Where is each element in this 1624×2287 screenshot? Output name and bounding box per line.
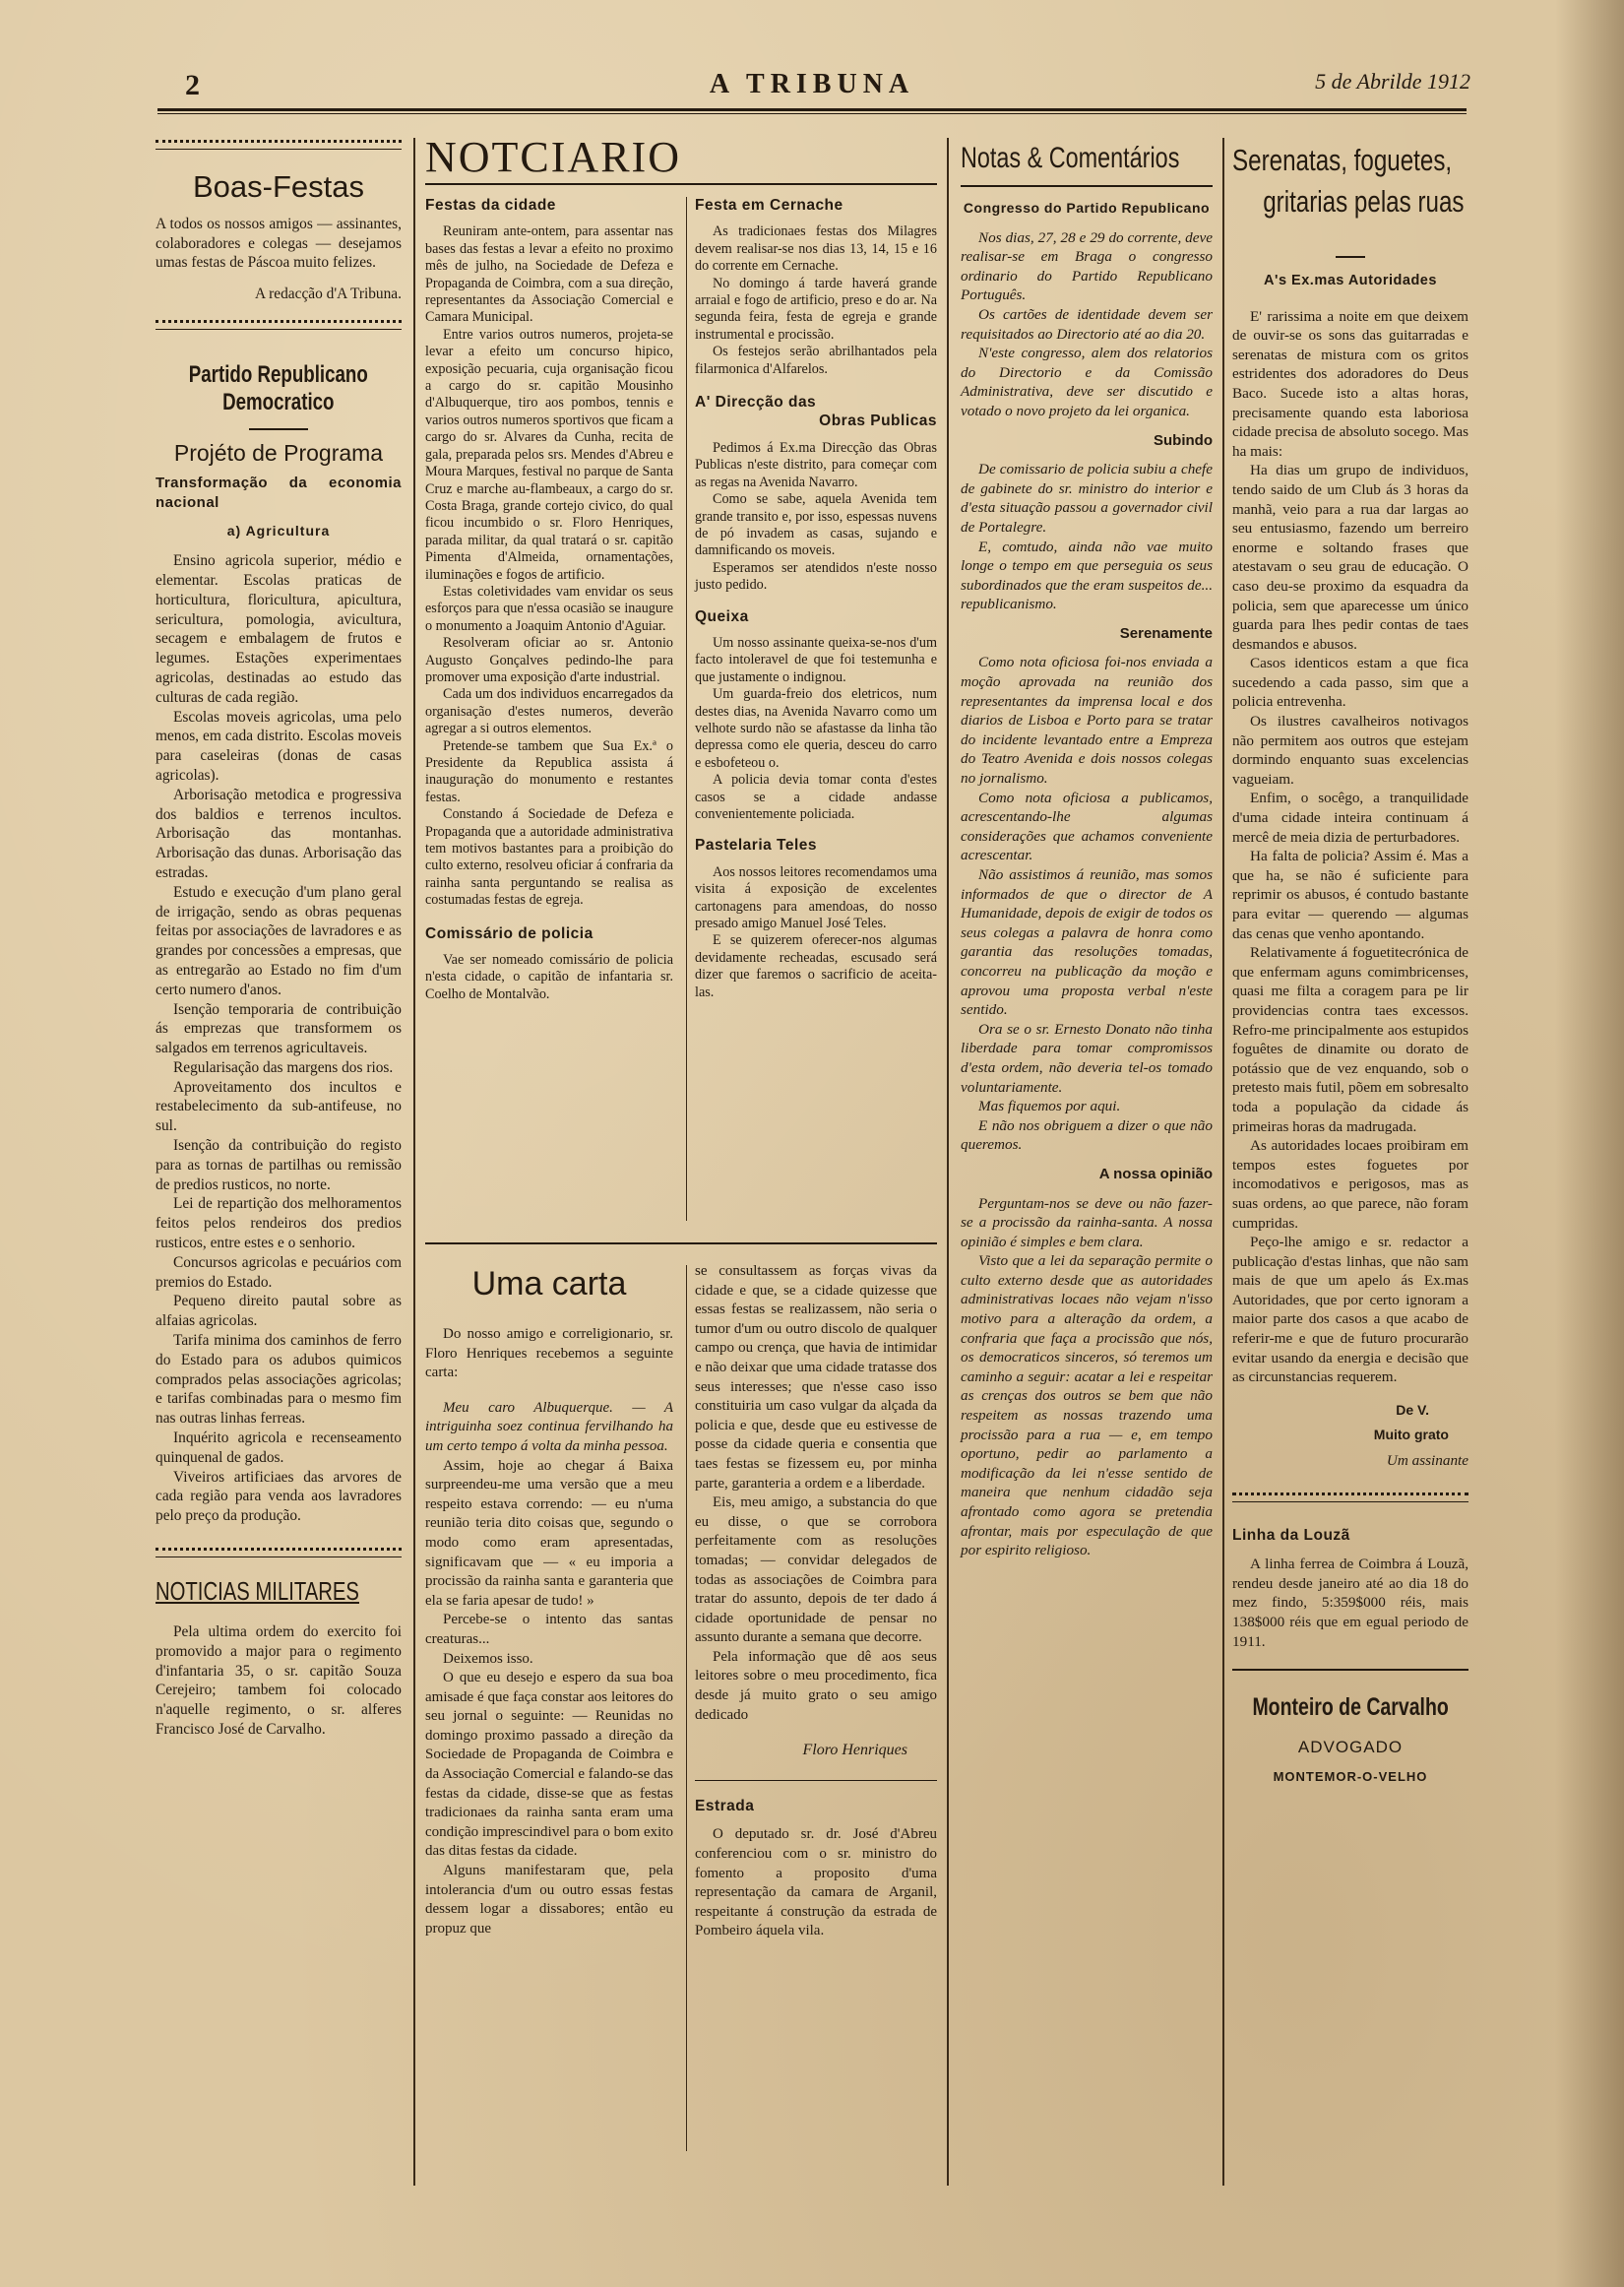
serenatas-salutation: A's Ex.mas Autoridades [1264, 273, 1437, 288]
column-rule [413, 138, 415, 2186]
programa-paragraph: Regularisação das margens dos rios. [173, 1058, 394, 1076]
serenatas-column [1232, 140, 1468, 1786]
notas-paragraph: Não assistimos á reunião, mas somos informados de que o director de A Humanidade, depois de exigir de todos os seus colegas a palavra de honra como garantia das resoluções tomadas, concorreu na publicação da moção e aprovou uma proposta verbal n'este sentido. [961, 866, 1213, 1019]
estrada-text: O deputado sr. dr. José d'Abreu conferenciou com o sr. ministro do fomento a proposito d'uma representação da camara de Arganil, respeitante á construção da estrada de Pombeiro áquela vila. [695, 1826, 937, 1939]
programa-paragraph: Ensino agricola superior, médio e elementar. Escolas praticas de horticultura, floricultura, apicultura, sericultura, pomologia, avicultura, secagem e embalagem de frutos e legumes. Estações experimentaes agricolas, destinadas ao estudo das culturas de cada região. [156, 552, 402, 706]
notas-paragraph: N'este congresso, alem dos relatorios do Directorio e da Comissão Administrativa, deve ser discutido e votado o novo projeto da lei organica. [961, 345, 1213, 419]
serenatas-paragraph: Casos identicos estam a que fica sucedendo a cada passo, sim que a policia entrevenha. [1232, 655, 1468, 711]
militares-text: Pela ultima ordem do exercito foi promovido a major para o regimento d'infantaria 35, o sr. capitão Souza Cerejeiro; tambem foi colocado n'aquelle regimento, o sr. alferes Francisco José de Carvalho. [156, 1623, 402, 1738]
opiniao-title: A nossa opinião [1098, 1165, 1213, 1182]
notas-paragraph: E não nos obriguem a dizer o que não queremos. [961, 1116, 1213, 1154]
notas-paragraph: De comissario de policia subiu a chefe de gabinete do sr. ministro do interior e d'esta situação passou a governador civil de Portalegre. [961, 461, 1213, 536]
obras-title-1: A' Direcção das [695, 394, 817, 412]
obras-paragraph: Esperamos ser atendidos n'este nosso justo pedido. [695, 559, 937, 594]
serenatas-sign-1: De V. [1396, 1401, 1429, 1418]
serenatas-paragraph: Enfim, o socêgo, a tranquilidade d'uma cidade inteira continuam á mercê de meia dizia de perturbadores. [1232, 790, 1468, 846]
cernache-paragraph: Os festejos serão abrilhantados pela filarmonica d'Alfarelos. [695, 344, 937, 377]
carta-left-column [425, 1258, 673, 1938]
congresso-title: Congresso do Partido Republicano [963, 200, 1211, 216]
carta-signature: Floro Henriques [802, 1742, 907, 1759]
carta-title: Uma carta [471, 1265, 627, 1302]
lousa-text: A linha ferrea de Coimbra á Louzã, rendeu desde janeiro até ao dia 18 do mez findo, 5:359$000 réis, mais 138$000 réis que em egual periodo de 1911. [1232, 1556, 1468, 1650]
pastelaria-paragraph: E se quizerem oferecer-nos algumas devidamente recheadas, escusado será dizer que faremos o sacrificio de aceita-las. [695, 932, 937, 1000]
carta-paragraph: Deixemos isso. [443, 1650, 533, 1667]
column-rule [686, 1265, 687, 2151]
boas-festas-signature: A redacção d'A Tribuna. [255, 286, 402, 303]
carta-paragraph: Alguns manifestaram que, pela intolerancia d'um ou outro essas festas dessem logar a dissabores; então eu propuz que [425, 1863, 673, 1937]
notas-title: Notas & Comentários [961, 142, 1180, 174]
serenatas-paragraph: Ha dias um grupo de individuos, tendo saido de um Club ás 3 horas da manhã, veio para a rua dar largas ao seu entusiasmo, fazendo um berreiro enorme e soltando frases que atestavam o seu grau de educação. O caso deu-se proximo da esquadra da policia, sem que aparecesse um único guarda para lhes pedir contas de taes desmandos e abusos. [1232, 462, 1468, 653]
notas-paragraph: Nos dias, 27, 28 e 29 do corrente, deve realisar-se em Braga o congresso ordinario do Partido Republicano Português. [961, 228, 1213, 304]
column-rule [686, 197, 687, 1221]
ad-name-wrap [1232, 1692, 1468, 1724]
militares-title: NOTICIAS MILITARES [156, 1576, 359, 1607]
festas-paragraph: Estas coletividades vam envidar os seus esforços para que n'essa ocasião se inaugure o monumento a Joaquim Antonio d'Aguiar. [425, 583, 673, 634]
cernache-paragraph: No domingo á tarde haverá grande arraial e fogo de artificio, preso e do ar. Na segunda feira, festa de egreja e grande instrumental e procissão. [695, 275, 937, 343]
serenatas-sign-2: Muito grato [1373, 1427, 1449, 1443]
cernache-paragraph: As tradicionaes festas dos Milagres devem realisar-se nos dias 13, 14, 15 e 16 do corrente em Cernache. [695, 223, 937, 275]
queixa-paragraph: Um guarda-freio dos eletricos, num destes dias, na Avenida Navarro como um velhote surdo não se afastasse da linha tão depressa como ele queria, desceu do carro e esbofeteou o. [695, 686, 937, 771]
ad-place: MONTEMOR-O-VELHO [1273, 1768, 1428, 1784]
notas-column [961, 140, 1213, 1560]
notas-paragraph: Visto que a lei da separação permite o culto externo desde que as autoridades administrativas locaes não vejam n'isso motivo para a alteração da ordem, a confraria que faça a procissão que nós, os democraticos sinceros, só teremos um caminho a seguir: acatar a lei e respeitar as crenças dos outros se bem que não respeitem as nossas trazendo uma procissão para a rua — e, em tempo oportuno, pedir ao parlamento a modificação da lei n'esse sentido de maneira que nenhum cidadão seja afrontado como agora se pretendia afrontar, mais por especulação de que por espirito religioso. [961, 1252, 1213, 1559]
notas-paragraph: Os cartões de identidade devem ser requisitados ao Directorio até ao dia 20. [961, 305, 1213, 343]
programa-paragraph: Isenção temporaria de contribuição ás emprezas que transformem os salgados em terrenos agricultaveis. [156, 1000, 402, 1057]
serenatas-paragraph: Peço-lhe amigo e sr. redactor a publicação d'estas linhas, que não sam mais de que um apelo ás Ex.mas Autoridades, que por certo ignoram a maior parte dos casos a que acabo de referir-me e que de futuro procurarão evitar usando da energia e decisão que as circunstancias requerem. [1232, 1234, 1468, 1386]
economia-section: Transformação da economia nacional [156, 474, 402, 511]
cernache-title: Festa em Cernache [695, 197, 843, 214]
ornament-rule [156, 320, 402, 330]
issue-date: 5 de Abrilde 1912 [1315, 69, 1470, 94]
serenatas-paragraph: Ha falta de policia? Assim é. Mas a que ha, se não é suficiente para reprimir os abusos, é contudo bastante para evitar — querendo — algumas das cenas que venho apontando. [1232, 848, 1468, 942]
festas-title: Festas da cidade [425, 197, 556, 214]
projeto-title: Projéto de Programa [173, 439, 384, 466]
queixa-title: Queixa [695, 607, 749, 625]
queixa-paragraph: Um nosso assinante queixa-se-nos d'um facto intoleravel de que foi testemunha e que justamente o indignou. [695, 634, 937, 685]
noticiario-title: NOTCIARIO [425, 134, 681, 181]
carta-paragraph: Pela informação que dê aos seus leitores sobre o meu procedimento, fica desde já muito grato o seu amigo dedicado [695, 1648, 937, 1723]
short-rule [249, 428, 308, 430]
agricultura-subsection: a) Agricultura [226, 523, 331, 540]
ornament-rule [156, 1548, 402, 1557]
programa-paragraph: Concursos agricolas e pecuários com premios do Estado. [156, 1253, 402, 1291]
serenatas-title-1: Serenatas, foguetes, [1232, 143, 1453, 177]
notas-paragraph: Mas fiquemos por aqui. [978, 1098, 1121, 1115]
festas-paragraph: Pretende-se tambem que Sua Ex.ª o Presidente da Republica assista á inauguração do monumento e restantes festas. [425, 737, 673, 805]
masthead-rule-thin [157, 113, 1467, 114]
carta-paragraph: Eis, meu amigo, a substancia do que eu disse, o que se corrobora perfeitamente com as resoluções tomadas; — convidar delegados de todas as associações de Coimbra para tratar do assunto, depois de ter dado á cidade oportunidade de pensar no assunto durante a semana que decorre. [695, 1494, 937, 1646]
ad-title: ADVOGADO [1297, 1738, 1404, 1757]
column-rule [1222, 138, 1224, 2186]
festas-paragraph: Resolveram oficiar ao sr. Antonio Augusto Gonçalves pedindo-lhe para promover uma exposição d'arte industrial. [425, 635, 673, 685]
serenatas-sign-3: Um assinante [1386, 1452, 1468, 1470]
serenatas-paragraph: As autoridades locaes proibiram em tempos estes foguetes por incomodativos e perigosos, mas as suas ordens, ao que parece, não foram cumpridas. [1232, 1137, 1468, 1232]
serenatas-title-wrap [1232, 140, 1468, 234]
masthead-rule [157, 108, 1467, 111]
serenatas-paragraph: Os ilustres cavalheiros notivagos não permitem aos outros que estejam dormindo enquanto suas excelencias vagueiam. [1232, 713, 1468, 788]
programa-paragraph: Lei de repartição dos melhoramentos feitos pelos rendeiros dos predios rusticos, entre estes e o senhorio. [156, 1195, 402, 1252]
comissario-text: Vae ser nomeado comissário de policia n'esta cidade, o capitão de infantaria sr. Coelho de Montalvão. [425, 952, 673, 1002]
noticiario-left-column [425, 193, 673, 1003]
partido-title-2: Democratico [222, 388, 335, 415]
obras-paragraph: Como se sabe, aquela Avenida tem grande transito e, por isso, espessas nuvens de pó invadem as casas, sujando e damnificando os moveis. [695, 491, 937, 559]
programa-paragraph: Tarifa minima dos caminhos de ferro do Estado para os adubos quimicos comprados pelas associações agricolas; e tarifas combinadas para o mesmo fim nas outras linhas ferreas. [156, 1332, 402, 1428]
programa-paragraph: Escolas moveis agricolas, uma pelo menos, em cada distrito. Escolas moveis para caseleiras (donas de casas agricolas). [156, 708, 402, 784]
programa-paragraph: Pequeno direito pautal sobre as alfaias agricolas. [156, 1293, 402, 1330]
carta-paragraph: se consultassem as forças vivas da cidade e que, se a cidade quizesse que essas festas se realizassem, não seria o tumor d'um ou outro discolo de qualquer campo ou crença, que havia de intimidar e não deixar que uma cidade tratasse dos seus interesses; que n'esse caso isso constituiria um caso vulgar da alçada da policia e que, desde que eu estivesse de posse da cidade queria e consentia que taes festas se fizessem eu, por minha parte, garanteria a ordem e a liberdade. [695, 1263, 937, 1492]
programa-paragraph: Isenção da contribuição do registo para as tornas de partilhas ou remissão de predios rusticos, no norte. [156, 1137, 402, 1193]
programa-paragraph: Inquérito agricola e recenseamento quinquenal de gados. [156, 1429, 402, 1466]
notas-paragraph: Como nota oficiosa foi-nos enviada a moção aprovada na reunião dos representantes da imprensa local e dos diarios de Lisboa e Porto para se tratar do incidente levantado entre a Empreza do Teatro Avenida e dois nossos colegas no jornalismo. [961, 654, 1213, 788]
militares-title-wrap [156, 1575, 402, 1611]
serenatas-paragraph: E' rarissima a noite em que deixem de ouvir-se os sons das guitarradas e serenatas de mistura com os gritos estridentes dos adoradores do Deus Baco. Sucede isto a altas horas, precisamente quando esta laboriosa cidade precisa de absoluto socego. Mas ha mais: [1232, 307, 1468, 460]
queixa-paragraph: A policia devia tomar conta d'estes casos se a cidade andasse convenientemente policiada. [695, 772, 937, 822]
column-left [156, 140, 402, 1740]
short-rule [1336, 256, 1365, 258]
carta-paragraph: Percebe-se o intento das santas creaturas... [425, 1612, 673, 1647]
festas-paragraph: Reuniram ante-ontem, para assentar nas bases das festas a levar a efeito no proximo mês de julho, na Sociedade de Defeza e Propaganda de Coimbra, com a sua direção, representantes da Associação Comercial e Camara Municipal. [425, 223, 673, 326]
partido-title-1: Partido Republicano [188, 360, 368, 388]
page-number: 2 [185, 69, 200, 101]
festas-paragraph: Cada um dos individuos encarregados da organisação d'estes numeros, deverão agregar a si outros elementos. [425, 686, 673, 737]
newspaper-title: A TRIBUNA [709, 69, 915, 99]
carta-paragraph: Assim, hoje ao chegar á Baixa surpreendeu-me uma versão que a meu respeito estava correndo: — eu n'uma reunião teria dito coisas que, segundo o modo como eram apresentadas, significavam que — « eu imporia a procissão da rainha santa e garanteria que ela se faria apesar de tudo! » [425, 1457, 673, 1609]
boas-festas-text: A todos os nossos amigos — assinantes, colaboradores e colegas — desejamos umas festas de Páscoa muito felizes. [156, 215, 402, 272]
noticiario-right-column [695, 193, 937, 1001]
obras-title-2: Obras Publicas [819, 413, 937, 430]
comissario-title: Comissário de policia [425, 924, 593, 942]
noticiario-rule [425, 183, 937, 185]
obras-paragraph: Pedimos á Ex.ma Direcção das Obras Publicas n'este distrito, para começar com as regas na Avenida Navarro. [695, 439, 937, 490]
serenatas-title-2: gritarias pelas ruas [1263, 184, 1465, 219]
pastelaria-paragraph: Aos nossos leitores recomendamos uma visita á exposição de excelentes cartonagens para amendoas, do nosso presado amigo Manuel José Teles. [695, 863, 937, 932]
programa-paragraph: Viveiros artificiaes das arvores de cada região para venda aos lavradores pelo preço da produção. [156, 1468, 402, 1525]
partido-title-wrap [156, 361, 402, 418]
notas-paragraph: E, comtudo, ainda não vae muito longe o tempo em que perseguia os seus subordinados que the eram suspeitos de... republicanismo. [961, 538, 1213, 613]
lousa-title: Linha da Louzã [1232, 1526, 1350, 1544]
estrada-title: Estrada [695, 1797, 755, 1814]
carta-paragraph: O que eu desejo e espero da sua boa amisade é que faça constar aos leitores do seu jornal o seguinte: — Reunidas no domingo proximo passado a direção da Sociedade de Propaganda de Coimbra e da Associação Comercial e falando-se das festas da cidade, disse-se que as festas tradicionaes da rainha santa eram uma condição imprescindivel para o bom exito das ditas festas da cidade. [425, 1670, 674, 1860]
page-edge-shadow [1555, 0, 1624, 2287]
pastelaria-title: Pastelaria Teles [695, 837, 818, 855]
noticiario-title-wrap [425, 134, 937, 181]
serenatas-paragraph: Relativamente á foguetitecrónica de que enfermam aguns comimbricenses, quasi me filta a coragem para pe lir providencias contra taes excessos. Refro-me principalmente aos estupidos foguêtes de dinamite ou dorato de potássio que de vez enquando, sob o pretesto mais futil, põem em sobresalto toda a população da cidade ás primeiras horas da madrugada. [1232, 944, 1468, 1135]
notas-paragraph: Perguntam-nos se deve ou não fazer-se a procissão da rainha-santa. A nossa opinião é simples e bem clara. [961, 1194, 1213, 1250]
serenamente-title: Serenamente [1119, 624, 1213, 642]
carta-intro: Do nosso amigo e correligionario, sr. Floro Henriques recebemos a seguinte carta: [425, 1326, 673, 1381]
ornament-rule [1232, 1493, 1468, 1502]
ad-rule [1232, 1669, 1468, 1671]
boas-festas-title: Boas-Festas [192, 169, 364, 204]
notas-rule [961, 185, 1213, 187]
festas-paragraph: Entre varios outros numeros, projeta-se levar a efeito um concurso hipico, exposição pecuaria, cuja organisação ficou a cargo do sr. capitão Mousinho d'Albuquerque, tiro aos pombos, tennis e varios outros numeros sportivos que ficam a cargo do sr. Alvares da Cunha, recita de gala, preparada pelos srs. Mendes d'Abreu e Moura Marques, festival no parque de Santa Cruz e marche au-flambeaux, a cargo do sr. Costa Braga, grande cortejo civico, do qual ficou incumbido o sr. Floro Henriques, parada militar, da qual tratará o sr. capitão Pimenta d'Almeida, ornamentações, iluminações e fogos de artificio. [425, 326, 673, 583]
estrada-rule [695, 1780, 937, 1781]
programa-paragraph: Aproveitamento dos incultos e restabelecimento da sub-antifeuse, no sul. [156, 1078, 402, 1135]
column-rule [947, 138, 949, 2186]
ornament-rule [156, 140, 402, 150]
programa-paragraph: Estudo e execução d'um plano geral de irrigação, sendo as obras pequenas feitas por associações de lavradores e as grandes por concessões a empresas, que as entregarão ao Estado no fim d'um certo numero d'anos. [156, 883, 402, 998]
subindo-title: Subindo [1154, 431, 1213, 449]
carta-paragraph: Meu caro Albuquerque. — A intriguinha soez continua fervilhando ha um certo tempo á volta da minha pessoa. [425, 1399, 673, 1454]
notas-paragraph: Ora se o sr. Ernesto Donato não tinha liberdade para tomar compromissos d'esta ordem, não deveria tel-os tomado voluntariamente. [961, 1020, 1213, 1096]
ad-name: Monteiro de Carvalho [1252, 1693, 1449, 1722]
notas-paragraph: Como nota oficiosa a publicamos, acrescentando-lhe algumas considerações que achamos conveniente acrescentar. [961, 789, 1213, 864]
carta-top-rule [425, 1242, 937, 1244]
carta-right-column [695, 1262, 937, 1941]
festas-paragraph: Constando á Sociedade de Defeza e Propaganda que a autoridade administrativa tem motivos bastantes para a proibição do culto externo, resolveu oficiar á confraria da rainha santa perguntando se realisa as costumadas festas de egreja. [425, 806, 673, 909]
notas-title-wrap [961, 140, 1213, 179]
programa-paragraph: Arborisação metodica e progressiva dos baldios e terrenos incultos. Arborisação das montanhas. Arborisação das dunas. Arborisação das estradas. [156, 786, 402, 881]
